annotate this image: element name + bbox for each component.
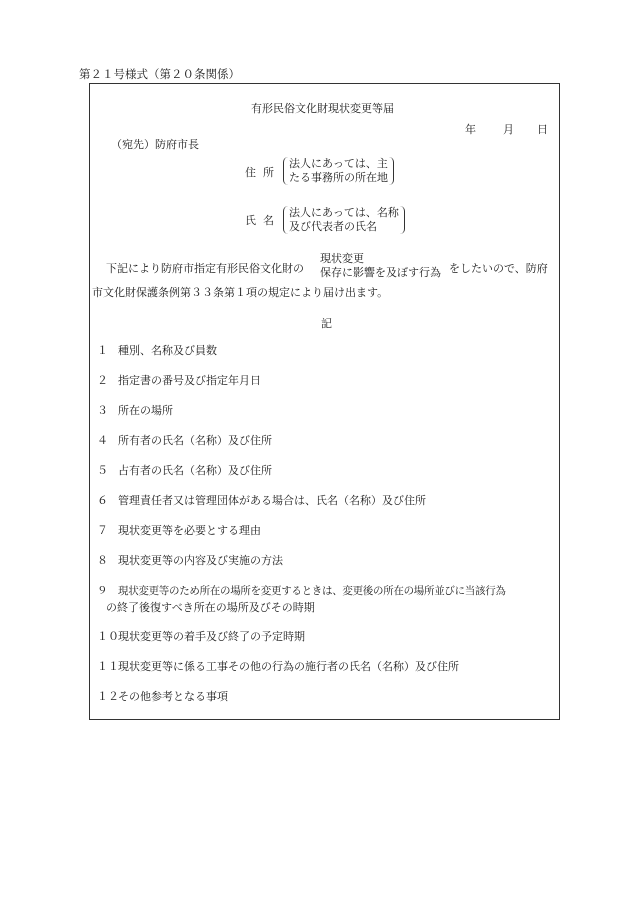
address-note: [283, 157, 394, 185]
addressee: （宛先）防府市長: [111, 138, 199, 151]
body-line1-prefix: 下記により防府市指定有形民俗文化財の: [106, 262, 304, 275]
address-note-line-2: たる事務所の所在地: [289, 171, 388, 184]
list-item: ８ 現状変更等の内容及び実施の方法: [97, 554, 283, 567]
list-item: ４ 所有者の氏名（名称）及び住所: [97, 434, 272, 447]
list-item: ９ 現状変更等のため所在の場所を変更するときは、変更後の所在の場所並びに当該行為: [97, 585, 506, 597]
list-item: １０現状変更等の着手及び終了の予定時期: [97, 630, 305, 643]
form-number: 第２１号様式（第２０条関係）: [79, 67, 240, 81]
action-option-1: 現状変更: [320, 252, 364, 265]
list-item: ３ 所在の場所: [97, 404, 173, 417]
name-label: 氏名: [245, 214, 281, 227]
name-note: [283, 206, 405, 234]
action-option-2: 保存に影響を及ぼす行為: [320, 266, 441, 279]
date-month-label: 月: [503, 123, 514, 136]
date-year-label: 年: [465, 123, 476, 136]
form-title: 有形民俗文化財現状変更等届: [251, 102, 394, 115]
body-line1-suffix: をしたいので、防府: [449, 262, 548, 275]
list-item: ５ 占有者の氏名（名称）及び住所: [97, 464, 272, 477]
address-label: 住所: [245, 166, 281, 179]
body-line2: 市文化財保護条例第３３条第１項の規定により届け出ます。: [92, 286, 389, 299]
list-item: １ 種別、名称及び員数: [97, 344, 217, 357]
list-item: １２その他参考となる事項: [97, 690, 228, 703]
address-note-line-1: 法人にあっては、主: [289, 157, 388, 170]
ki-heading: 記: [321, 317, 332, 330]
date-day-label: 日: [537, 123, 548, 136]
list-item: ２ 指定書の番号及び指定年月日: [97, 374, 261, 387]
name-note-line-2: 及び代表者の氏名: [289, 220, 377, 233]
list-item: １１現状変更等に係る工事その他の行為の施行者の氏名（名称）及び住所: [97, 660, 459, 673]
list-item-continuation: の終了後復すべき所在の場所及びその時期: [106, 601, 315, 614]
list-item: ７ 現状変更等を必要とする理由: [97, 524, 261, 537]
name-note-line-1: 法人にあっては、名称: [289, 206, 399, 219]
list-item: ６ 管理責任者又は管理団体がある場合は、氏名（名称）及び住所: [97, 494, 426, 507]
